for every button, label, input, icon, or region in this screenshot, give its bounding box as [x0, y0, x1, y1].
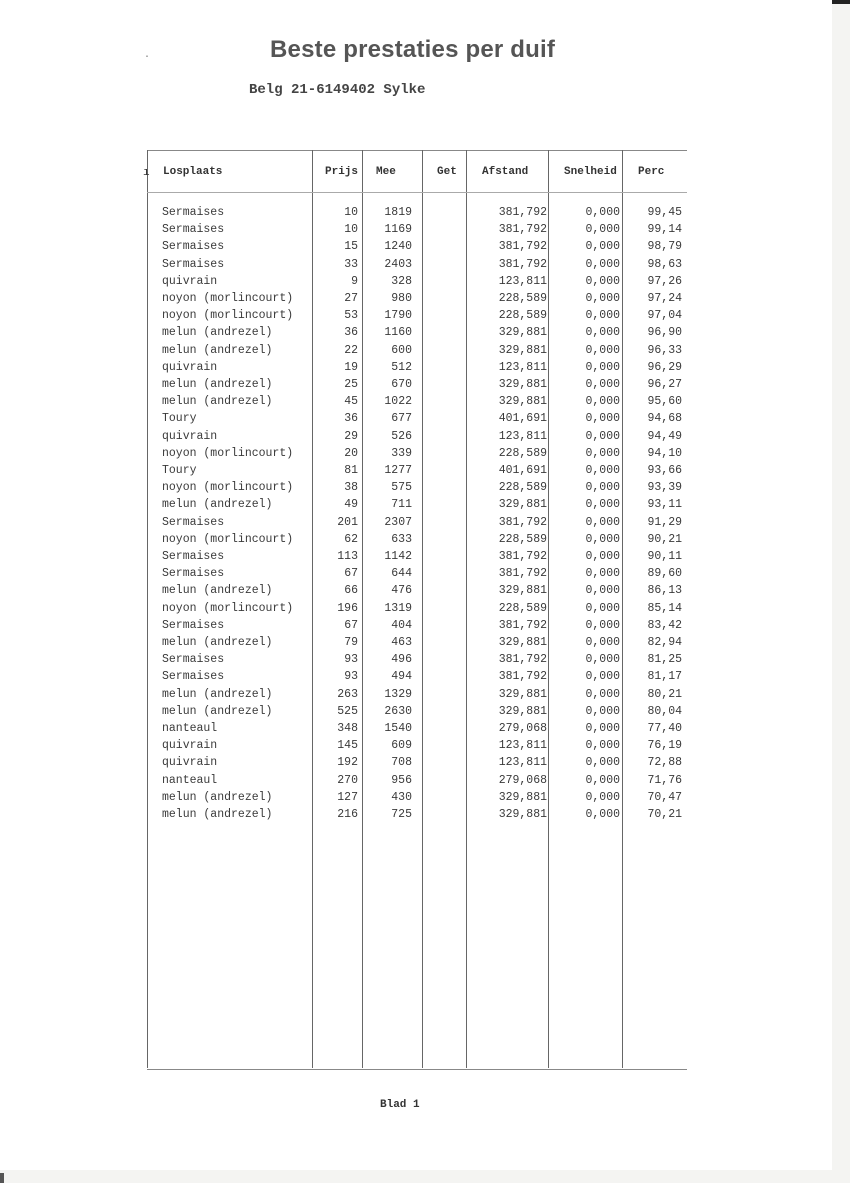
cell-prijs: 127 — [337, 790, 358, 804]
cell-prijs: 25 — [344, 378, 358, 391]
cell-perc: 83,42 — [647, 618, 682, 632]
table-row — [0, 359, 850, 376]
table-row — [0, 376, 850, 393]
cell-afstand: 401,691 — [498, 412, 547, 426]
cell-mee: 512 — [391, 360, 412, 374]
cell-snelheid: 0,000 — [585, 378, 620, 391]
cell-prijs: 38 — [344, 481, 358, 495]
cell-losplaats: melun (andrezel) — [162, 326, 273, 340]
cell-mee: 1329 — [384, 687, 412, 701]
cell-snelheid: 0,000 — [585, 636, 620, 649]
table-row — [0, 806, 850, 823]
cell-mee: 2403 — [384, 257, 412, 271]
cell-perc: 97,24 — [647, 292, 682, 305]
table-row — [0, 634, 850, 651]
cell-losplaats: noyon (morlincourt) — [162, 309, 294, 323]
cell-snelheid: 0,000 — [585, 790, 620, 804]
cell-prijs: 10 — [344, 206, 358, 219]
cell-afstand: 329,881 — [498, 498, 547, 512]
cell-losplaats: quivrain — [162, 429, 218, 443]
table-row — [0, 221, 850, 238]
cell-prijs: 93 — [344, 653, 358, 667]
table-row — [0, 290, 850, 307]
cell-prijs: 196 — [337, 601, 358, 615]
cell-afstand: 329,881 — [498, 343, 547, 357]
cell-losplaats: Sermaises — [162, 618, 225, 632]
table-row — [0, 703, 850, 720]
cell-mee: 609 — [391, 739, 412, 753]
table-row — [0, 428, 850, 445]
cell-prijs: 348 — [337, 722, 358, 735]
cell-snelheid: 0,000 — [585, 464, 620, 477]
cell-afstand: 381,792 — [498, 515, 547, 529]
cell-afstand: 228,589 — [498, 601, 547, 615]
cell-perc: 80,21 — [647, 687, 682, 701]
table-row — [0, 600, 850, 617]
table-row — [0, 445, 850, 462]
cell-perc: 82,94 — [647, 636, 682, 649]
cell-afstand: 381,792 — [498, 257, 547, 271]
cell-mee: 1142 — [384, 550, 412, 563]
cell-mee: 404 — [391, 618, 412, 632]
cell-afstand: 381,792 — [498, 206, 547, 219]
cell-mee: 463 — [391, 636, 412, 649]
cell-perc: 77,40 — [647, 722, 682, 735]
cell-afstand: 381,792 — [498, 670, 547, 684]
cell-snelheid: 0,000 — [585, 532, 620, 546]
cell-afstand: 228,589 — [498, 446, 547, 460]
cell-snelheid: 0,000 — [585, 739, 620, 753]
cell-afstand: 329,881 — [498, 326, 547, 340]
cell-afstand: 123,811 — [498, 274, 547, 288]
cell-snelheid: 0,000 — [585, 412, 620, 426]
cell-losplaats: melun (andrezel) — [162, 687, 273, 701]
cell-losplaats: quivrain — [162, 739, 218, 753]
cell-mee: 677 — [391, 412, 412, 426]
cell-prijs: 45 — [344, 395, 358, 409]
cell-snelheid: 0,000 — [585, 274, 620, 288]
table-row — [0, 238, 850, 255]
cell-losplaats: melun (andrezel) — [162, 395, 273, 409]
cell-snelheid: 0,000 — [585, 326, 620, 340]
cell-perc: 81,17 — [647, 670, 682, 684]
table-row — [0, 479, 850, 496]
cell-losplaats: melun (andrezel) — [162, 498, 273, 512]
header-prijs: Prijs — [325, 166, 359, 178]
cell-afstand: 123,811 — [498, 739, 547, 753]
cell-losplaats: Sermaises — [162, 206, 225, 219]
table-row — [0, 393, 850, 410]
cell-perc: 81,25 — [647, 653, 682, 667]
table-row — [0, 256, 850, 273]
cell-prijs: 145 — [337, 739, 358, 753]
table-row — [0, 307, 850, 324]
cell-mee: 1790 — [384, 309, 412, 323]
cell-afstand: 329,881 — [498, 584, 547, 598]
cell-losplaats: quivrain — [162, 274, 218, 288]
cell-prijs: 113 — [337, 550, 358, 563]
cell-snelheid: 0,000 — [585, 704, 620, 718]
cell-mee: 2630 — [384, 704, 412, 718]
table-row — [0, 668, 850, 685]
cell-afstand: 329,881 — [498, 395, 547, 409]
cell-afstand: 123,811 — [498, 360, 547, 374]
cell-afstand: 279,068 — [498, 773, 547, 787]
cell-losplaats: melun (andrezel) — [162, 584, 273, 598]
cell-mee: 328 — [391, 274, 412, 288]
header-afstand: Afstand — [482, 166, 529, 178]
cell-afstand: 123,811 — [498, 429, 547, 443]
cell-afstand: 228,589 — [498, 309, 547, 323]
cell-prijs: 29 — [344, 429, 358, 443]
cell-mee: 494 — [391, 670, 412, 684]
cell-perc: 94,68 — [647, 412, 682, 426]
cell-losplaats: noyon (morlincourt) — [162, 446, 294, 460]
cell-snelheid: 0,000 — [585, 773, 620, 787]
table-row — [0, 651, 850, 668]
table-row — [0, 686, 850, 703]
cell-snelheid: 0,000 — [585, 808, 620, 821]
cell-snelheid: 0,000 — [585, 360, 620, 374]
cell-losplaats: Sermaises — [162, 550, 225, 563]
cell-snelheid: 0,000 — [585, 257, 620, 271]
cell-perc: 70,21 — [647, 808, 682, 821]
table-row — [0, 324, 850, 341]
pigeon-id-subtitle: Belg 21-6149402 Sylke — [249, 82, 426, 98]
cell-afstand: 381,792 — [498, 567, 547, 581]
cell-prijs: 66 — [344, 584, 358, 598]
cell-losplaats: Sermaises — [162, 653, 225, 667]
table-row — [0, 720, 850, 737]
table-row — [0, 754, 850, 771]
cell-afstand: 228,589 — [498, 292, 547, 305]
cell-losplaats: noyon (morlincourt) — [162, 601, 294, 615]
cell-losplaats: melun (andrezel) — [162, 378, 273, 391]
cell-snelheid: 0,000 — [585, 601, 620, 615]
cell-mee: 339 — [391, 446, 412, 460]
cell-prijs: 216 — [337, 808, 358, 821]
cell-snelheid: 0,000 — [585, 550, 620, 563]
cell-losplaats: melun (andrezel) — [162, 343, 273, 357]
scan-corner-mark — [832, 0, 850, 4]
cell-snelheid: 0,000 — [585, 206, 620, 219]
cell-perc: 96,90 — [647, 326, 682, 340]
cell-afstand: 381,792 — [498, 618, 547, 632]
cell-prijs: 201 — [337, 515, 358, 529]
cell-prijs: 22 — [344, 343, 358, 357]
table-row — [0, 737, 850, 754]
cell-losplaats: melun (andrezel) — [162, 790, 273, 804]
cell-perc: 71,76 — [647, 773, 682, 787]
cell-perc: 86,13 — [647, 584, 682, 598]
cell-prijs: 81 — [344, 464, 358, 477]
cell-afstand: 329,881 — [498, 790, 547, 804]
cell-losplaats: melun (andrezel) — [162, 704, 273, 718]
cell-snelheid: 0,000 — [585, 687, 620, 701]
cell-afstand: 329,881 — [498, 636, 547, 649]
cell-mee: 476 — [391, 584, 412, 598]
cell-perc: 96,33 — [647, 343, 682, 357]
cell-mee: 1169 — [384, 223, 412, 237]
cell-mee: 600 — [391, 343, 412, 357]
cell-losplaats: quivrain — [162, 360, 218, 374]
cell-perc: 93,66 — [647, 464, 682, 477]
cell-losplaats: Sermaises — [162, 240, 225, 254]
cell-perc: 93,39 — [647, 481, 682, 495]
cell-afstand: 381,792 — [498, 223, 547, 237]
table-row — [0, 617, 850, 634]
table-row — [0, 410, 850, 427]
cell-losplaats: nanteaul — [162, 722, 218, 735]
cell-mee: 1277 — [384, 464, 412, 477]
cell-perc: 93,11 — [647, 498, 682, 512]
table-row — [0, 789, 850, 806]
cell-mee: 980 — [391, 292, 412, 305]
cell-prijs: 53 — [344, 309, 358, 323]
cell-snelheid: 0,000 — [585, 670, 620, 684]
cell-prijs: 20 — [344, 446, 358, 460]
cell-snelheid: 0,000 — [585, 240, 620, 254]
cell-losplaats: quivrain — [162, 756, 218, 770]
header-get: Get — [437, 166, 457, 178]
cell-afstand: 123,811 — [498, 756, 547, 770]
cell-prijs: 36 — [344, 412, 358, 426]
cell-mee: 1160 — [384, 326, 412, 340]
cell-mee: 2307 — [384, 515, 412, 529]
cell-prijs: 27 — [344, 292, 358, 305]
cell-afstand: 329,881 — [498, 687, 547, 701]
cell-mee: 526 — [391, 429, 412, 443]
cell-afstand: 329,881 — [498, 704, 547, 718]
cell-mee: 1022 — [384, 395, 412, 409]
page-title: Beste prestaties per duif — [270, 36, 556, 63]
cell-mee: 1240 — [384, 240, 412, 254]
table-row — [0, 531, 850, 548]
cell-mee: 496 — [391, 653, 412, 667]
cell-perc: 70,47 — [647, 790, 682, 804]
cell-prijs: 33 — [344, 257, 358, 271]
cell-perc: 91,29 — [647, 515, 682, 529]
table-row — [0, 204, 850, 221]
cell-snelheid: 0,000 — [585, 584, 620, 598]
cell-mee: 644 — [391, 567, 412, 581]
header-losplaats: Losplaats — [163, 166, 223, 178]
cell-afstand: 401,691 — [498, 464, 547, 477]
cell-losplaats: Sermaises — [162, 567, 225, 581]
cell-snelheid: 0,000 — [585, 498, 620, 512]
cell-prijs: 19 — [344, 360, 358, 374]
cell-snelheid: 0,000 — [585, 515, 620, 529]
table-row — [0, 548, 850, 565]
cell-perc: 94,49 — [647, 429, 682, 443]
cell-perc: 90,21 — [647, 532, 682, 546]
cell-mee: 956 — [391, 773, 412, 787]
cell-prijs: 192 — [337, 756, 358, 770]
cell-snelheid: 0,000 — [585, 653, 620, 667]
scan-edge-mark — [0, 1173, 4, 1183]
cell-perc: 72,88 — [647, 756, 682, 770]
cell-perc: 97,04 — [647, 309, 682, 323]
cell-snelheid: 0,000 — [585, 309, 620, 323]
cell-losplaats: noyon (morlincourt) — [162, 532, 294, 546]
table-row — [0, 772, 850, 789]
cell-snelheid: 0,000 — [585, 722, 620, 735]
cell-losplaats: Sermaises — [162, 257, 225, 271]
table-row — [0, 514, 850, 531]
header-divider — [147, 192, 687, 193]
cell-prijs: 270 — [337, 773, 358, 787]
cell-snelheid: 0,000 — [585, 567, 620, 581]
scan-dot: · — [144, 52, 151, 63]
cell-prijs: 62 — [344, 532, 358, 546]
cell-mee: 708 — [391, 756, 412, 770]
cell-losplaats: Sermaises — [162, 515, 225, 529]
cell-prijs: 79 — [344, 636, 358, 649]
cell-prijs: 15 — [344, 240, 358, 254]
cell-perc: 80,04 — [647, 704, 682, 718]
cell-prijs: 9 — [351, 274, 358, 288]
cell-perc: 85,14 — [647, 601, 682, 615]
cell-mee: 430 — [391, 790, 412, 804]
cell-losplaats: melun (andrezel) — [162, 636, 273, 649]
table-row — [0, 462, 850, 479]
cell-afstand: 381,792 — [498, 550, 547, 563]
cell-losplaats: nanteaul — [162, 773, 218, 787]
cell-mee: 633 — [391, 532, 412, 546]
cell-afstand: 381,792 — [498, 653, 547, 667]
table-row — [0, 582, 850, 599]
cell-snelheid: 0,000 — [585, 292, 620, 305]
table-row — [0, 496, 850, 513]
cell-mee: 1540 — [384, 722, 412, 735]
cell-snelheid: 0,000 — [585, 481, 620, 495]
cell-perc: 90,11 — [647, 550, 682, 563]
cell-afstand: 228,589 — [498, 532, 547, 546]
cell-perc: 98,63 — [647, 257, 682, 271]
cell-losplaats: noyon (morlincourt) — [162, 481, 294, 495]
cell-perc: 98,79 — [647, 240, 682, 254]
cell-prijs: 93 — [344, 670, 358, 684]
cell-perc: 97,26 — [647, 274, 682, 288]
table-row — [0, 273, 850, 290]
header-perc: Perc — [638, 166, 665, 178]
cell-afstand: 329,881 — [498, 808, 547, 821]
cell-afstand: 381,792 — [498, 240, 547, 254]
cell-perc: 94,10 — [647, 446, 682, 460]
cell-perc: 96,27 — [647, 378, 682, 391]
cell-afstand: 329,881 — [498, 378, 547, 391]
cell-mee: 1319 — [384, 601, 412, 615]
table-row — [0, 565, 850, 582]
cell-snelheid: 0,000 — [585, 395, 620, 409]
cell-perc: 96,29 — [647, 360, 682, 374]
cell-losplaats: noyon (morlincourt) — [162, 292, 294, 305]
cell-mee: 1819 — [384, 206, 412, 219]
cell-losplaats: Toury — [162, 464, 197, 477]
table-row — [0, 342, 850, 359]
cell-prijs: 36 — [344, 326, 358, 340]
cell-snelheid: 0,000 — [585, 618, 620, 632]
cell-prijs: 10 — [344, 223, 358, 237]
cell-mee: 575 — [391, 481, 412, 495]
cell-prijs: 67 — [344, 618, 358, 632]
cell-perc: 76,19 — [647, 739, 682, 753]
cell-mee: 670 — [391, 378, 412, 391]
cell-snelheid: 0,000 — [585, 223, 620, 237]
header-mee: Mee — [376, 166, 396, 178]
header-snelheid: Snelheid — [564, 166, 617, 178]
cell-mee: 725 — [391, 808, 412, 821]
cell-snelheid: 0,000 — [585, 446, 620, 460]
header-mark: ı — [143, 167, 150, 179]
cell-snelheid: 0,000 — [585, 756, 620, 770]
cell-afstand: 228,589 — [498, 481, 547, 495]
cell-prijs: 263 — [337, 687, 358, 701]
cell-snelheid: 0,000 — [585, 429, 620, 443]
cell-mee: 711 — [391, 498, 412, 512]
cell-prijs: 525 — [337, 704, 358, 718]
cell-losplaats: Sermaises — [162, 223, 225, 237]
cell-losplaats: melun (andrezel) — [162, 808, 273, 821]
cell-afstand: 279,068 — [498, 722, 547, 735]
cell-perc: 99,14 — [647, 223, 682, 237]
cell-snelheid: 0,000 — [585, 343, 620, 357]
cell-losplaats: Toury — [162, 412, 197, 426]
page-number: Blad 1 — [380, 1099, 420, 1111]
cell-perc: 95,60 — [647, 395, 682, 409]
cell-prijs: 49 — [344, 498, 358, 512]
cell-perc: 89,60 — [647, 567, 682, 581]
cell-prijs: 67 — [344, 567, 358, 581]
cell-losplaats: Sermaises — [162, 670, 225, 684]
cell-perc: 99,45 — [647, 206, 682, 219]
